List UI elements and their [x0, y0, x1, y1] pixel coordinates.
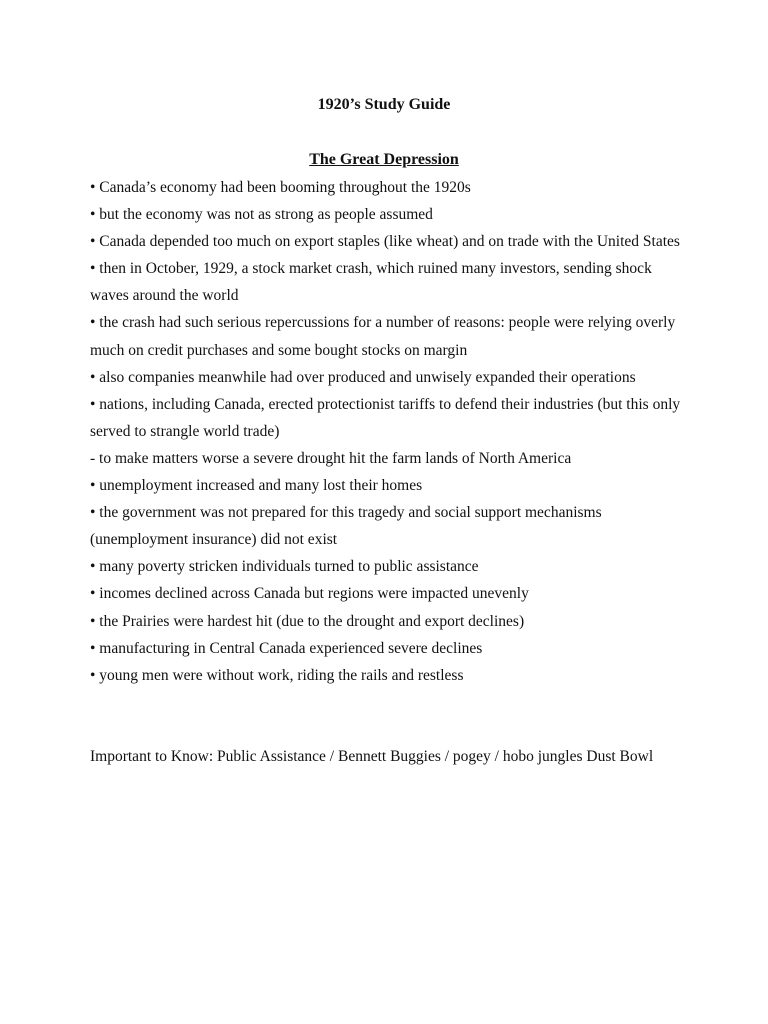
important-to-know: Important to Know: Public Assistance / Bennett Buggies / pogey / hobo jungles Dust Bowl [90, 748, 654, 765]
list-item: • then in October, 1929, a stock market crash, which ruined many investors, sending shock waves around the world [90, 260, 652, 305]
list-item: • the Prairies were hardest hit (due to the drought and export declines) [90, 612, 525, 630]
list-item: • manufacturing in Central Canada experienced severe declines [90, 639, 483, 657]
list-item: • unemployment increased and many lost their homes [90, 477, 423, 495]
list-item: • the government was not prepared for this tragedy and social support mechanisms (unemployment insurance) did not exist [90, 504, 602, 549]
list-item: • but the economy was not as strong as people assumed [90, 206, 433, 224]
bullet-list [90, 174, 682, 689]
list-item: • also companies meanwhile had over produced and unwisely expanded their operations [90, 368, 636, 386]
list-item: • the crash had such serious repercussions for a number of reasons: people were relying overly much on credit purchases and some bought stocks on margin [90, 314, 676, 359]
list-item: • nations, including Canada, erected protectionist tariffs to defend their industries (but this only served to strangle world trade) [90, 395, 681, 440]
list-item: - to make matters worse a severe drought hit the farm lands of North America [90, 449, 572, 467]
list-item: • many poverty stricken individuals turned to public assistance [90, 558, 479, 576]
list-item: • incomes declined across Canada but regions were impacted unevenly [90, 585, 529, 603]
list-item: • Canada depended too much on export staples (like wheat) and on trade with the United States [90, 233, 680, 251]
list-item: • young men were without work, riding the rails and restless [90, 666, 464, 684]
list-item: • Canada’s economy had been booming throughout the 1920s [90, 179, 471, 196]
page-title: 1920’s Study Guide [317, 96, 451, 113]
section-heading: The Great Depression [309, 151, 459, 168]
